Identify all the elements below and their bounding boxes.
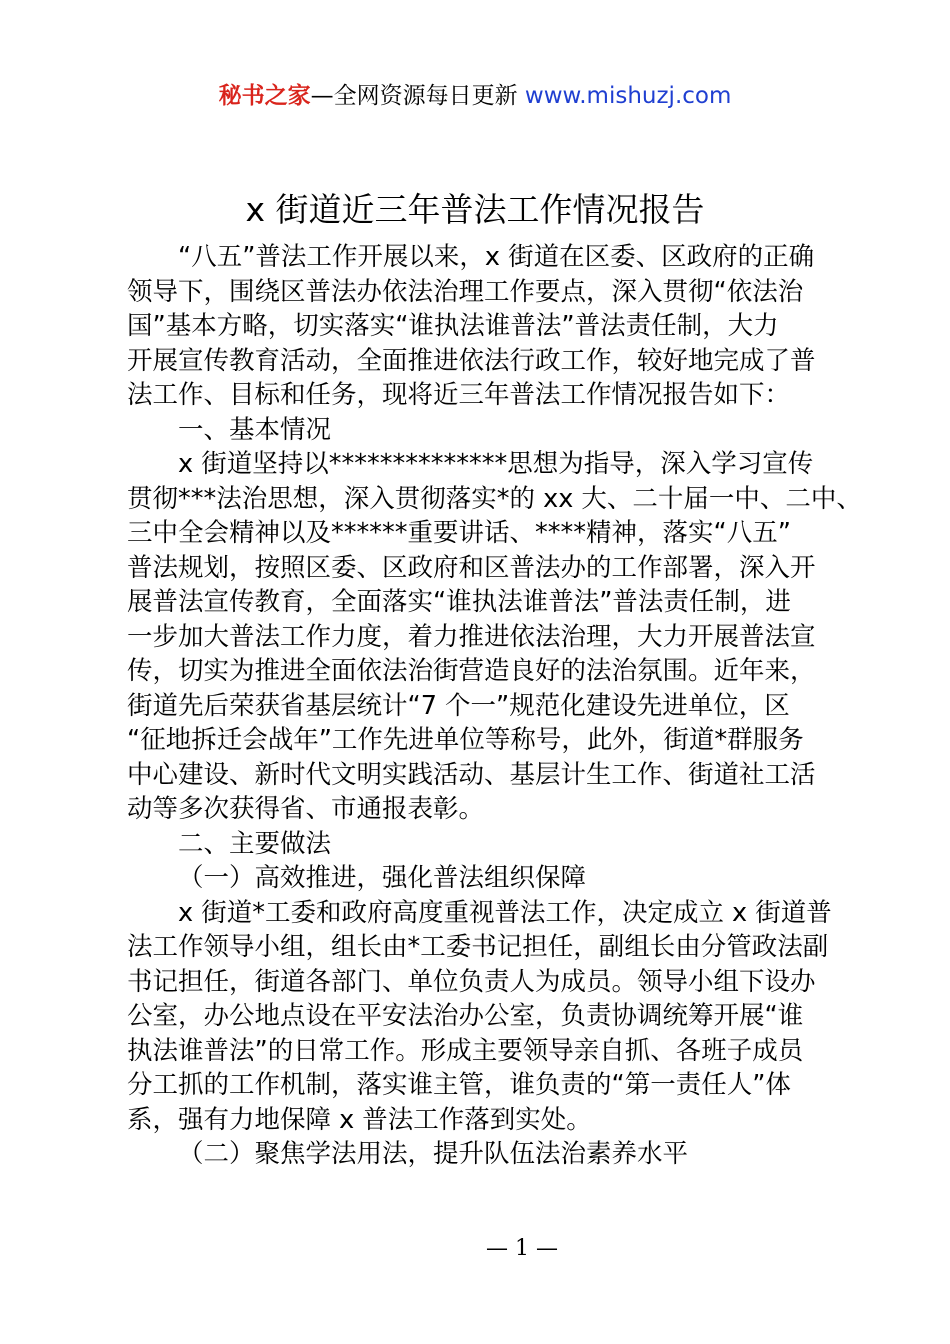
text-line: x 街道*工委和政府高度重视普法工作，决定成立 x 街道普 <box>178 897 832 928</box>
document-title: x 街道近三年普法工作情况报告 <box>245 190 705 229</box>
subsection-heading: （一）高效推进，强化普法组织保障 <box>178 863 587 893</box>
text-line: 法工作领导小组，组长由*工委书记担任，副组长由分管政法副 <box>127 932 829 962</box>
section-heading: 二、主要做法 <box>178 828 332 859</box>
site-url-link[interactable]: www.mishuzj.com <box>524 83 732 109</box>
text-line: 街道先后荣获省基层统计“7 个一”规范化建设先进单位，区 <box>127 690 790 721</box>
text-line: 公室，办公地点设在平安法治办公室，负责协调统筹开展“谁 <box>127 1001 804 1031</box>
text-line: 三中全会精神以及******重要讲话、****精神，落实“八五” <box>127 518 791 548</box>
text-line: 分工抓的工作机制，落实谁主管，谁负责的“第一责任人”体 <box>127 1070 791 1100</box>
document-body <box>127 240 867 1172</box>
site-banner <box>0 80 950 112</box>
banner-tagline: —全网资源每日更新 <box>310 83 525 109</box>
text-line: 书记担任，街道各部门、单位负责人为成员。领导小组下设办 <box>127 966 816 997</box>
brand-name: 秘书之家 <box>218 83 311 109</box>
text-line: 展普法宣传教育，全面落实“谁执法谁普法”普法责任制，进 <box>127 587 791 617</box>
text-line: 动等多次获得省、市通报表彰。 <box>127 794 485 824</box>
text-line: x 街道坚持以**************思想为指导，深入学习宣传 <box>178 449 814 479</box>
text-line: 传，切实为推进全面依法治街营造良好的法治氛围。近年来， <box>127 656 816 686</box>
text-line: 中心建设、新时代文明实践活动、基层计生工作、街道社工活 <box>127 759 816 790</box>
text-line: 执法谁普法”的日常工作。形成主要领导亲自抓、各班子成员 <box>127 1035 804 1066</box>
page-number: — 1 — <box>486 1236 558 1261</box>
text-line: 领导下，围绕区普法办依法治理工作要点，深入贯彻“依法治 <box>127 276 804 307</box>
text-line: 贯彻***法治思想，深入贯彻落实*的 xx 大、二十届一中、二中、 <box>127 483 862 514</box>
text-line: 法工作、目标和任务，现将近三年普法工作情况报告如下： <box>127 380 791 410</box>
text-line: 开展宣传教育活动，全面推进依法行政工作，较好地完成了普 <box>127 345 816 376</box>
text-line: 一步加大普法工作力度，着力推进依法治理，大力开展普法宣 <box>127 621 816 652</box>
text-line: “征地拆迁会战年”工作先进单位等称号，此外，街道*群服务 <box>127 725 804 755</box>
section-heading: 一、基本情况 <box>178 414 332 445</box>
text-line: 系，强有力地保障 x 普法工作落到实处。 <box>127 1104 592 1135</box>
subsection-heading: （二）聚焦学法用法，提升队伍法治素养水平 <box>178 1139 689 1169</box>
text-line: 普法规划，按照区委、区政府和区普法办的工作部署，深入开 <box>127 552 816 583</box>
text-line: “八五”普法工作开展以来，x 街道在区委、区政府的正确 <box>178 242 815 272</box>
text-line: 国”基本方略，切实落实“谁执法谁普法”普法责任制，大力 <box>127 311 779 341</box>
